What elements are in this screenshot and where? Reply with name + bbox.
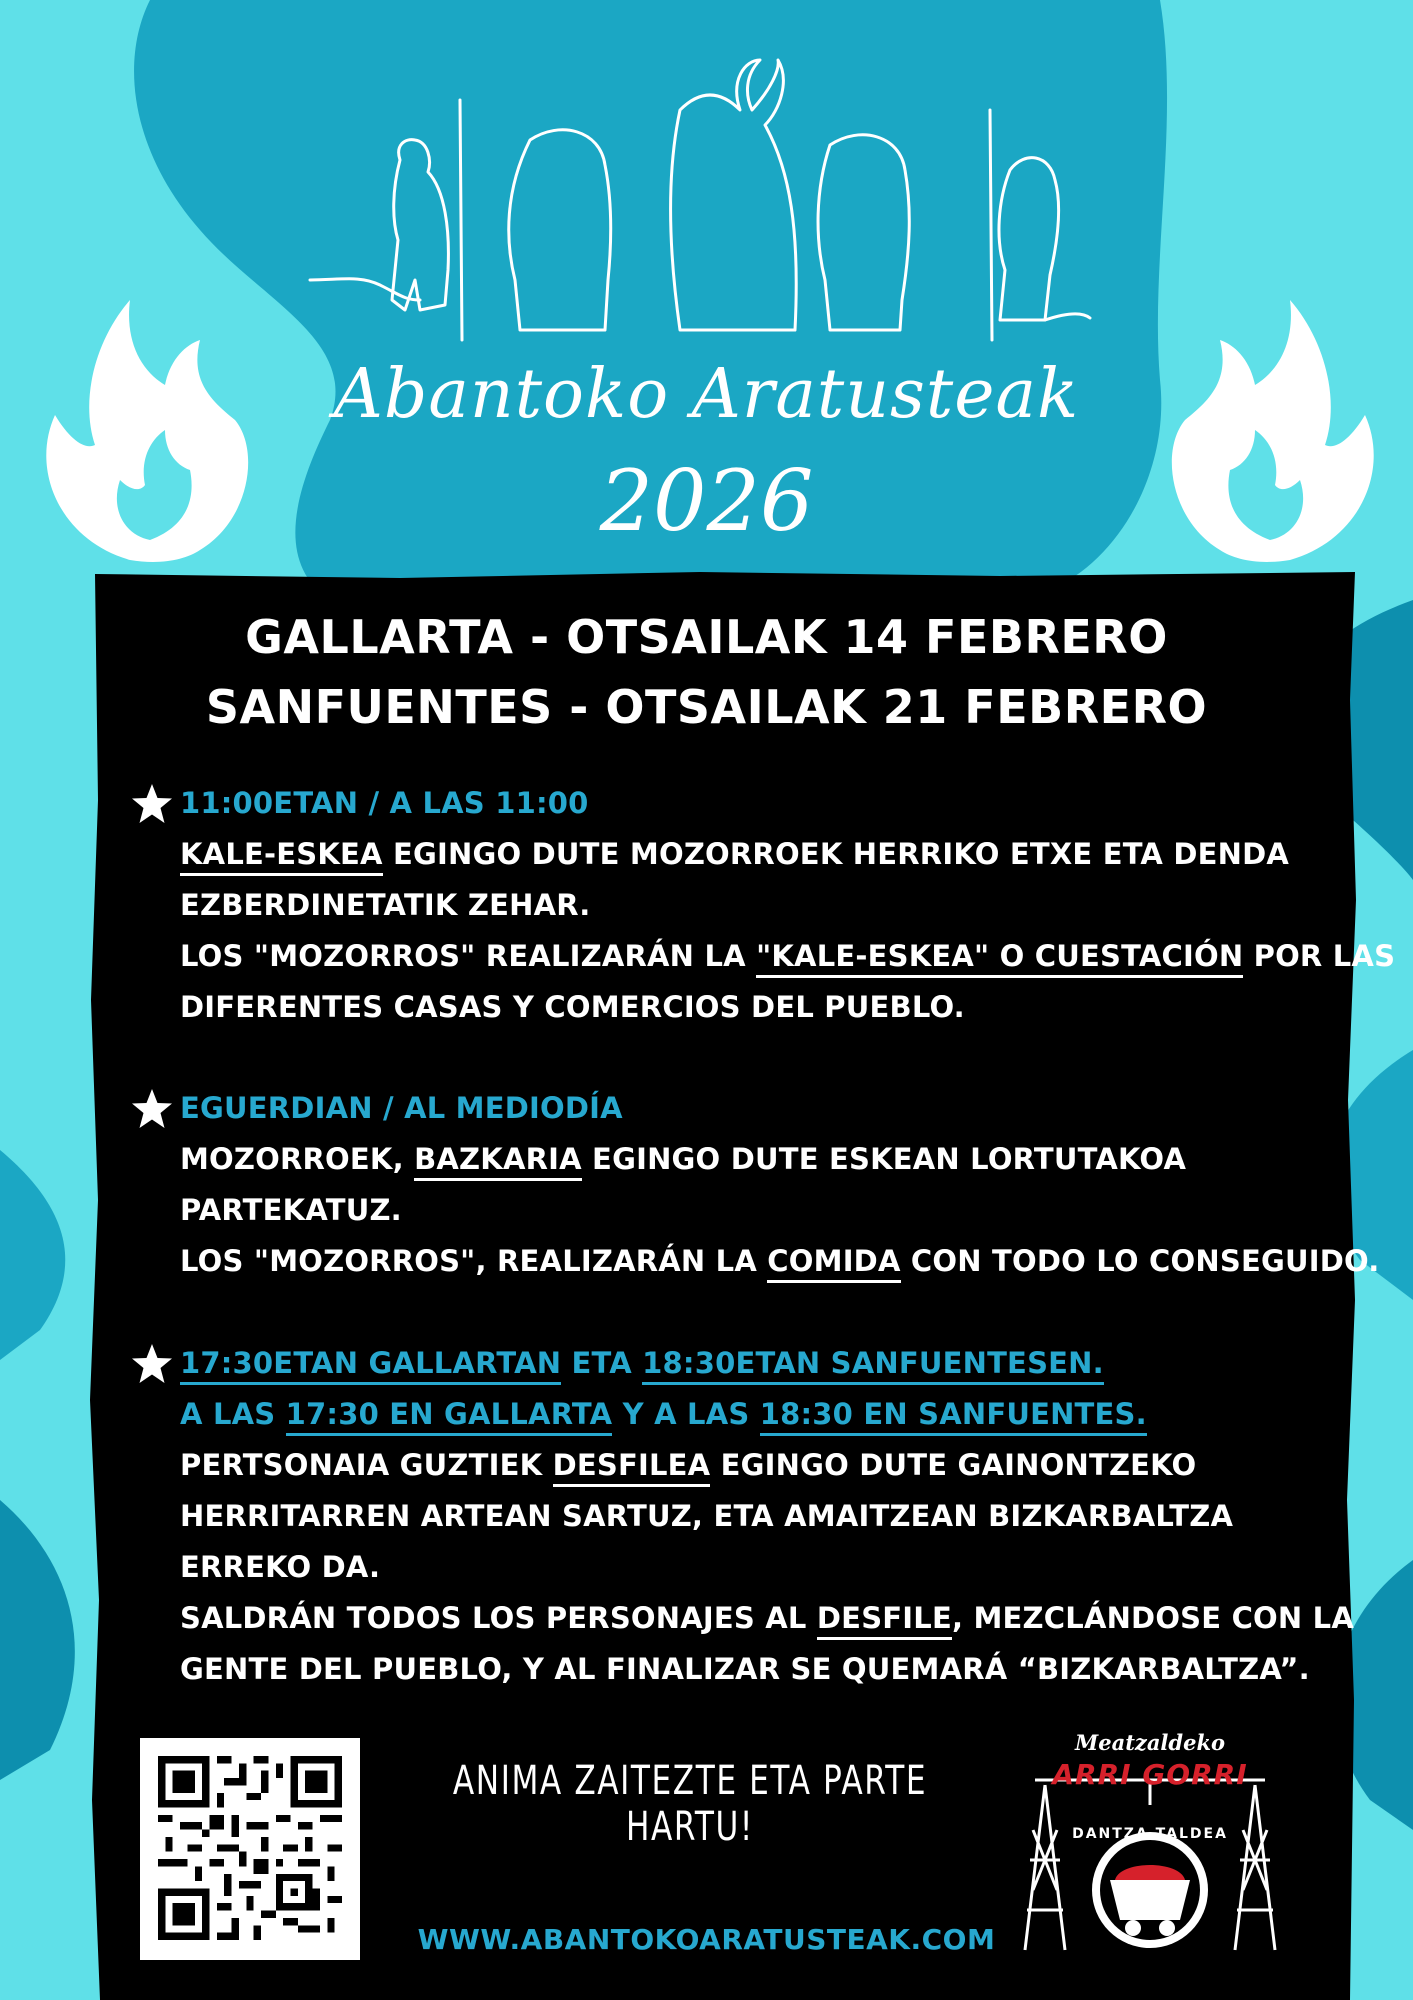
heading-gallarta-date: GALLARTA - OTSAILAK 14 FEBRERO: [245, 610, 1168, 664]
logo-text-top: Meatzaldeko: [1074, 1730, 1226, 1755]
schedule-text-line: ERREKO DA.: [180, 1550, 381, 1584]
festival-title: Abantoko Aratusteak: [333, 355, 1080, 434]
logo-subtitle: DANTZA TALDEA: [1072, 1826, 1228, 1842]
heading-sanfuentes-date: SANFUENTES - OTSAILAK 21 FEBRERO: [205, 680, 1208, 734]
schedule-text-line: DIFERENTES CASAS Y COMERCIOS DEL PUEBLO.: [180, 990, 965, 1024]
schedule-text-line: HERRITARREN ARTEAN SARTUZ, ETA AMAITZEAN BIZKARBALTZA: [180, 1499, 1234, 1533]
qr-code-pattern: [158, 1756, 342, 1940]
schedule-text-line: GENTE DEL PUEBLO, Y AL FINALIZAR SE QUEMARÁ “BIZKARBALTZA”.: [180, 1652, 1310, 1686]
schedule-text-line: PERTSONAIA GUZTIEK DESFILEA EGINGO DUTE GAINONTZEKO: [180, 1440, 1300, 1491]
schedule-time: A LAS 17:30 EN GALLARTA Y A LAS 18:30 EN SANFUENTES.: [180, 1389, 1300, 1440]
website-link[interactable]: WWW.ABANTOKOARATUSTEAK.COM: [417, 1923, 996, 1956]
schedule-time: 17:30ETAN GALLARTAN ETA 18:30ETAN SANFUENTESEN.: [180, 1338, 1300, 1389]
schedule-text-line: PARTEKATUZ.: [180, 1193, 402, 1227]
schedule-text-line: SALDRÁN TODOS LOS PERSONAJES AL DESFILE, MEZCLÁNDOSE CON LA: [180, 1593, 1300, 1644]
schedule-text-line: MOZORROEK, BAZKARIA EGINGO DUTE ESKEAN LORTUTAKOA: [180, 1134, 1300, 1185]
mine-cart-logo: [1015, 1730, 1285, 1960]
schedule-text-line: KALE-ESKEA EGINGO DUTE MOZORROEK HERRIKO ETXE ETA DENDA: [180, 829, 1300, 880]
schedule-time: EGUERDIAN / AL MEDIODÍA: [180, 1091, 623, 1125]
schedule-text-line: LOS "MOZORROS" REALIZARÁN LA "KALE-ESKEA" O CUESTACIÓN POR LAS: [180, 931, 1300, 982]
schedule-text-line: LOS "MOZORROS", REALIZARÁN LA COMIDA CON TODO LO CONSEGUIDO.: [180, 1236, 1300, 1287]
star-icon: [130, 1342, 174, 1386]
schedule-text-line: EZBERDINETATIK ZEHAR.: [180, 888, 591, 922]
call-to-action: ANIMA ZAITEZTE ETA PARTE HARTU!: [452, 1758, 928, 1850]
festival-year: 2026: [599, 452, 814, 550]
star-icon: [130, 1087, 174, 1131]
schedule-time: 11:00ETAN / A LAS 11:00: [180, 786, 589, 820]
star-icon: [130, 782, 174, 826]
logo-name: ARRI GORRI: [1052, 1758, 1248, 1791]
